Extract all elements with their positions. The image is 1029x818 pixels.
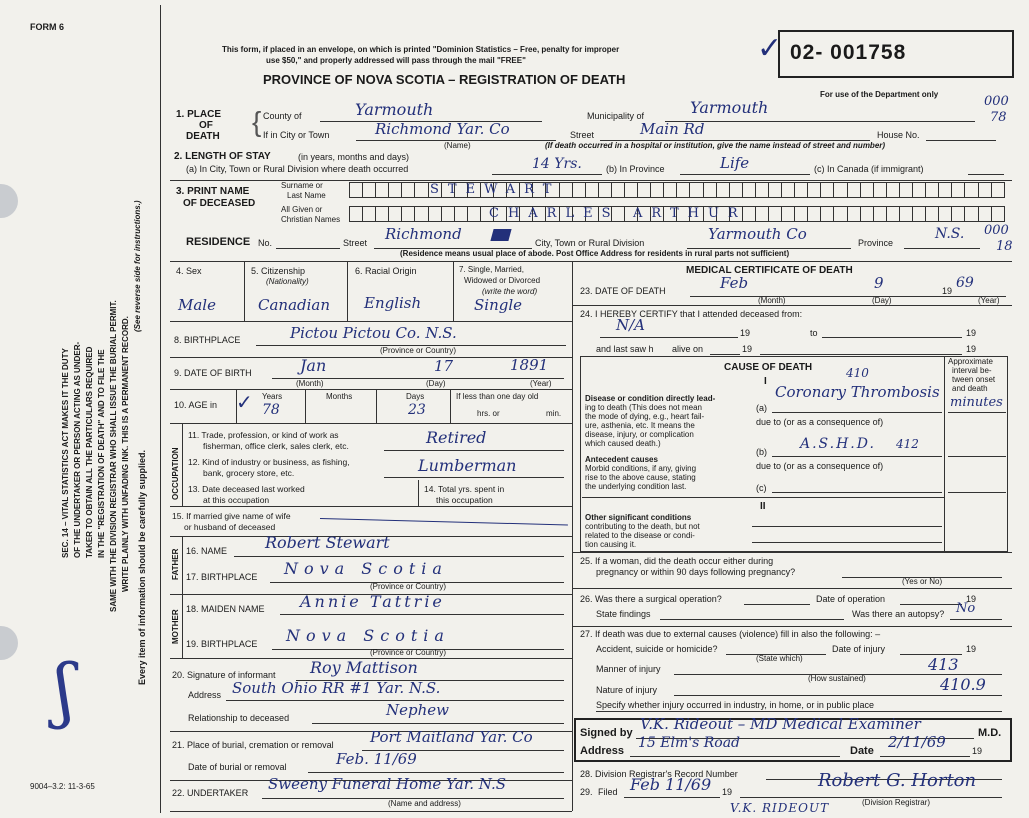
relationship-label: Relationship to deceased	[188, 713, 290, 723]
specify-label: Specify whether injury occurred in industry, in home, or in public place	[596, 700, 874, 710]
father-label: FATHER	[171, 548, 180, 580]
cause-i-text-6: which caused death.)	[585, 439, 661, 448]
sidebar-text-1: SEC. 14 – VITAL STATISTICS ACT MAKES IT THE DUTY	[61, 348, 70, 558]
age-months-label: Months	[326, 392, 353, 401]
city-value: Richmond Yar. Co	[375, 120, 510, 138]
certify-yr-a: 19	[740, 328, 751, 338]
house-number-line	[926, 140, 996, 141]
dept-code-4: 18	[996, 239, 1013, 254]
other-cond-line-2	[752, 542, 942, 543]
left-bottom-rule	[170, 811, 572, 812]
date-op-yr: 19	[966, 594, 977, 604]
death-month-hint: (Month)	[758, 296, 786, 305]
occupation-14-label-1: 14. Total yrs. spent in	[424, 484, 505, 494]
burial-date-value: Feb. 11/69	[336, 750, 417, 768]
nature-label: Nature of injury	[596, 685, 658, 695]
sidebar-text-5: SAME WITH THE DIVISION REGISTRAR WHO SHALL ISSUE THE BURIAL PERMIT.	[109, 300, 118, 612]
residence-province-value: N.S.	[935, 226, 965, 242]
citizenship-value: Canadian	[258, 296, 331, 314]
cause-b-line	[772, 456, 942, 457]
approx-4: and death	[952, 384, 988, 393]
informant-address-value: South Ohio RR #1 Yar. N.S.	[232, 679, 441, 697]
marital-value: Single	[474, 296, 523, 314]
cause-i-text-1: Disease or condition directly lead-	[585, 394, 716, 403]
age-check: ✓	[236, 390, 253, 414]
cause-part-ii: II	[760, 501, 766, 512]
cause-c-interval-line	[948, 492, 1006, 493]
date-op-line	[900, 604, 962, 605]
cause-a-label: (a)	[756, 403, 767, 413]
accident-hint: (State which)	[756, 654, 803, 663]
row-25-rule	[572, 588, 1012, 589]
residence-province-line	[904, 248, 980, 249]
alive-on-line-2	[760, 354, 962, 355]
occupation-11-line	[384, 450, 564, 451]
age-div-3	[376, 389, 377, 423]
burial-place-label: 21. Place of burial, cremation or removal	[172, 740, 334, 750]
filed-number: 29.	[580, 787, 593, 797]
sidebar-text-2: OF THE UNDERTAKER OR PERSON ACTING AS UNDER-	[73, 341, 82, 558]
marital-label-3: (write the word)	[482, 287, 538, 296]
stay-city-value: 14 Yrs.	[532, 156, 582, 172]
registrar-record-label: 28. Division Registrar's Record Number	[580, 769, 738, 779]
antecedent-4: the underlying condition last.	[585, 482, 687, 491]
antecedent-1: Antecedent causes	[585, 455, 658, 464]
signed-date-line	[880, 756, 970, 757]
mother-birthplace-value: Nova Scotia	[286, 626, 450, 645]
sidebar-text-3: TAKER TO OBTAIN ALL THE PARTICULARS REQUIRED	[85, 346, 94, 558]
filed-line	[624, 797, 720, 798]
date-injury-label: Date of injury	[832, 644, 886, 654]
binder-hole-bottom	[0, 626, 18, 660]
manner-label: Manner of injury	[596, 664, 661, 674]
occupation-12-label-2: bank, grocery store, etc.	[203, 468, 295, 478]
occupation-11-label-1: 11. Trade, profession, or kind of work as	[188, 430, 339, 440]
municipality-label: Municipality of	[587, 111, 645, 121]
dob-day-hint: (Day)	[426, 379, 446, 388]
occupation-13-label-2: at this occupation	[203, 495, 270, 505]
occupation-13-label-1: 13. Date deceased last worked	[188, 484, 305, 494]
other-cond-2: contributing to the death, but not	[585, 522, 700, 531]
row-23-rule	[572, 305, 1012, 306]
row-occupation-rule	[170, 506, 572, 507]
cause-ii-rule	[582, 497, 944, 498]
stay-canada-label: (c) In Canada (if immigrant)	[814, 164, 924, 174]
residence-street-label: Street	[343, 238, 368, 248]
age-div-4	[450, 389, 451, 423]
place-of-death-label-1: 1. PLACE	[176, 109, 222, 120]
house-number-label: House No.	[877, 130, 920, 140]
alive-yr-c: 19	[742, 344, 753, 354]
nature-line	[674, 695, 1002, 696]
print-name-label-1: 3. PRINT NAME	[176, 186, 250, 197]
municipality-value: Yarmouth	[690, 98, 769, 117]
cause-code-2: 412	[896, 437, 919, 451]
father-birthplace-hint: (Province or Country)	[370, 582, 447, 591]
dept-code-2: 78	[990, 110, 1007, 125]
occupation-12-label-1: 12. Kind of industry or business, as fishing,	[188, 457, 350, 467]
father-name-line	[234, 556, 564, 557]
form-title: PROVINCE OF NOVA SCOTIA – REGISTRATION OF DEATH	[263, 72, 626, 87]
row-26-rule	[572, 626, 1012, 627]
row-25-top	[572, 552, 1012, 553]
burial-date-label: Date of burial or removal	[188, 762, 287, 772]
registrar-signature: Robert G. Horton	[818, 770, 977, 791]
sex-label: 4. Sex	[176, 266, 202, 276]
surname-value: STEWART	[430, 182, 561, 197]
relationship-line	[312, 723, 564, 724]
form-print-code: 9004–3.2: 11-3-65	[30, 782, 95, 791]
signed-date-label: Date	[850, 745, 874, 757]
age-label: 10. AGE in	[174, 400, 218, 410]
stay-province-value: Life	[720, 154, 750, 172]
cause-b-interval-line	[948, 456, 1006, 457]
autopsy-label: Was there an autopsy?	[852, 609, 945, 619]
racial-origin-value: English	[364, 294, 422, 312]
approx-3: tween onset	[952, 375, 996, 384]
age-less-label: If less than one day old	[456, 392, 539, 401]
filed-label: Filed	[598, 787, 618, 797]
age-min-label: min.	[546, 409, 562, 418]
cause-a-interval: minutes	[950, 395, 1003, 410]
city-name-hint: (Name)	[444, 141, 471, 150]
street-label: Street	[570, 130, 595, 140]
sidebar-text-4: IN THE "REGISTRATION OF DEATH" AND TO FILE THE	[97, 349, 106, 558]
date-of-death-line	[690, 296, 1006, 297]
row-9-rule	[170, 389, 572, 390]
date-of-death-label: 23. DATE OF DEATH	[580, 286, 666, 296]
date-injury-yr: 19	[966, 644, 977, 654]
cause-due-1: due to (or as a consequence of)	[756, 417, 884, 427]
informant-address-label: Address	[188, 690, 222, 700]
autopsy-value: No	[956, 601, 976, 616]
antecedent-3: rise to the above cause, stating	[585, 473, 696, 482]
pregnancy-label-2: pregnancy or within 90 days following pregnancy?	[596, 567, 796, 577]
other-cond-3: related to the disease or condi-	[585, 531, 695, 540]
signed-address-value: 15 Elm's Road	[638, 735, 740, 751]
death-day-hint: (Day)	[872, 296, 892, 305]
dob-month: Jan	[300, 356, 327, 375]
age-days-value: 23	[408, 402, 426, 418]
col-div-1	[244, 261, 245, 321]
occupation-11-label-2: fisherman, office clerk, sales clerk, etc.	[203, 441, 349, 451]
findings-line	[660, 619, 844, 620]
birthplace-value: Pictou Pictou Co. N.S.	[290, 324, 457, 342]
occupation-11-value: Retired	[426, 428, 487, 447]
specify-line	[596, 711, 1002, 712]
md-label: M.D.	[978, 727, 1002, 739]
cause-a-line	[772, 412, 942, 413]
informant-label: 20. Signature of informant	[172, 670, 276, 680]
age-hrs-label: hrs. or	[477, 409, 500, 418]
medical-header: MEDICAL CERTIFICATE OF DEATH	[686, 265, 853, 276]
death-year-prefix: 19	[942, 286, 953, 296]
sidebar-text-7: (See reverse side for instructions.)	[133, 200, 142, 332]
last-saw-label: and last saw h	[596, 344, 654, 354]
certify-to-line	[822, 337, 962, 338]
cause-header: CAUSE OF DEATH	[724, 362, 813, 373]
father-birthplace-value: Nova Scotia	[284, 559, 448, 578]
main-grid-top	[170, 261, 1012, 262]
filed-value: Feb 11/69	[630, 775, 712, 794]
marital-label-1: 7. Single, Married,	[459, 265, 524, 274]
age-years-label: Years	[262, 392, 283, 401]
length-of-stay-sub: (in years, months and days)	[298, 152, 410, 162]
mother-birthplace-label: 19. BIRTHPLACE	[186, 639, 258, 649]
burial-date-line	[308, 772, 564, 773]
date-op-label: Date of operation	[816, 594, 886, 604]
autopsy-line	[950, 619, 1002, 620]
citizenship-label: 5. Citizenship	[251, 266, 306, 276]
dob-label: 9. DATE OF BIRTH	[174, 368, 252, 378]
occupation-label: OCCUPATION	[171, 447, 180, 500]
age-years-value: 78	[262, 402, 280, 418]
sidebar-text-8: Every item of information should be carefully supplied.	[137, 449, 147, 685]
death-year: 69	[956, 275, 974, 291]
sidebar-text-6: WRITE PLAINLY WITH UNFADING INK. THIS IS A PERMANENT RECORD.	[121, 316, 130, 592]
sidebar-ink-scribble: ʃ	[55, 649, 75, 731]
registration-number: 02- 001758	[790, 41, 907, 64]
residence-label: RESIDENCE	[186, 236, 251, 248]
findings-label: State findings	[596, 609, 651, 619]
approx-1: Approximate	[948, 357, 993, 366]
alive-yr-d: 19	[966, 344, 977, 354]
occupation-13-14-div	[418, 480, 419, 506]
row-4-7-baseline	[170, 321, 572, 322]
municipality-line	[665, 121, 975, 122]
stay-province-line	[680, 174, 810, 175]
department-use-label: For use of the Department only	[820, 90, 939, 99]
residence-street-value: Richmond	[385, 225, 462, 243]
alive-on-line	[710, 354, 740, 355]
dob-day: 17	[434, 357, 454, 375]
mother-maiden-line	[280, 614, 564, 615]
sex-value: Male	[178, 296, 216, 314]
mother-maiden-value: Annie Tattrie	[300, 592, 445, 611]
dept-code-1: 000	[984, 94, 1009, 109]
nature-code: 410.9	[940, 675, 986, 694]
stay-city-label: (a) In City, Town or Rural Division where death occurred	[186, 164, 409, 174]
street-value: Main Rd	[640, 120, 705, 138]
pregnancy-label-1: 25. If a woman, did the death occur either during	[580, 556, 774, 566]
death-day: 9	[874, 274, 884, 292]
form-number: FORM 6	[30, 22, 65, 32]
certify-to: to	[810, 328, 818, 338]
father-birthplace-label: 17. BIRTHPLACE	[186, 572, 258, 582]
county-value: Yarmouth	[355, 100, 434, 119]
surname-label-2: Last Name	[287, 191, 326, 200]
birthplace-hint: (Province or Country)	[380, 346, 457, 355]
mailing-notice-line-2: use $50," and properly addressed will pass through the mail "FREE"	[266, 56, 526, 65]
stay-canada-line	[968, 174, 1004, 175]
residence-note: (Residence means usual place of abode. Post Office Address for residents in rural parts not sufficient)	[400, 249, 790, 258]
signed-label: Signed by	[580, 727, 633, 739]
mailing-notice-line-1: This form, if placed in an envelope, on which is printed "Dominion Statistics – Free, penalty for improper	[222, 45, 620, 54]
spouse-label-2: or husband of deceased	[184, 522, 276, 532]
cause-a-value: Coronary Thrombosis	[775, 383, 940, 401]
signed-value: V.K. Rideout – MD Medical Examiner	[640, 715, 921, 733]
other-cond-line-1	[752, 526, 942, 527]
center-divider	[572, 261, 573, 811]
given-name-2: ARTHUR	[633, 206, 747, 221]
signed-date-yr: 19	[972, 746, 983, 756]
father-name-label: 16. NAME	[186, 546, 228, 556]
dept-code-3: 000	[984, 223, 1009, 238]
place-of-death-label-2: OF	[199, 120, 213, 131]
undertaker-label: 22. UNDERTAKER	[172, 788, 249, 798]
external-label: 27. If death was due to external causes (violence) fill in also the following: –	[580, 629, 881, 639]
age-div-2	[305, 389, 306, 423]
col-div-3	[453, 261, 454, 321]
cause-i-text-3: the mode of dying, e.g., heart fail-	[585, 412, 705, 421]
surname-label-1: Surname or	[281, 181, 323, 190]
given-name-1: CHARLES	[489, 206, 620, 221]
length-of-stay-label: 2. LENGTH OF STAY	[174, 151, 271, 162]
sidebar-divider	[160, 5, 161, 813]
surgery-line	[744, 604, 810, 605]
residence-city-label: City, Town or Rural Division	[535, 238, 645, 248]
print-name-label-2: OF DECEASED	[183, 198, 256, 209]
certify-label: 24. I HEREBY CERTIFY that I attended deceased from:	[580, 309, 803, 319]
mother-label: MOTHER	[171, 609, 180, 644]
stay-city-line	[492, 174, 602, 175]
certify-yr-b: 19	[966, 328, 977, 338]
city-label: If in City or Town	[263, 130, 330, 140]
certify-value: N/A	[616, 316, 646, 334]
col-div-2	[347, 261, 348, 321]
stay-province-label: (b) In Province	[606, 164, 665, 174]
approx-2: interval be-	[952, 366, 992, 375]
check-mark: ✓	[757, 31, 783, 66]
undertaker-hint: (Name and address)	[388, 799, 461, 808]
cause-i-text-4: ure, asthenia, etc. It means the	[585, 421, 695, 430]
occupation-12-line	[384, 477, 564, 478]
brace: {	[252, 106, 262, 137]
death-year-hint: (Year)	[978, 296, 1000, 305]
undertaker-value: Sweeny Funeral Home Yar. N.S	[268, 775, 506, 793]
registrar-hint: (Division Registrar)	[862, 798, 931, 807]
accident-label: Accident, suicide or homicide?	[596, 644, 718, 654]
given-names-label-1: All Given or	[281, 205, 323, 214]
cause-part-i: I	[764, 376, 767, 387]
residence-city-value: Yarmouth Co	[708, 225, 807, 243]
dob-year-hint: (Year)	[530, 379, 552, 388]
ink-blot	[490, 229, 511, 241]
alive-on-label: alive on	[672, 344, 704, 354]
spouse-line	[320, 518, 568, 525]
spouse-label-1: 15. If married give name of wife	[172, 511, 291, 521]
death-month: Feb	[720, 274, 749, 292]
antecedent-2: Morbid conditions, if any, giving	[585, 464, 697, 473]
marital-label-2: Widowed or Divorced	[464, 276, 541, 285]
residence-no-line	[276, 248, 340, 249]
occupation-12-value: Lumberman	[418, 456, 517, 475]
given-names-label-2: Christian Names	[281, 215, 341, 224]
filed-yr: 19	[722, 787, 733, 797]
row-10-rule	[170, 423, 572, 424]
examiner-printed-name: V.K. RIDEOUT	[730, 801, 830, 815]
burial-place-value: Port Maitland Yar. Co	[370, 728, 533, 746]
pregnancy-hint: (Yes or No)	[902, 577, 943, 586]
birthplace-label: 8. BIRTHPLACE	[174, 335, 241, 345]
binder-hole-top	[0, 184, 18, 218]
surgery-label: 26. Was there a surgical operation?	[580, 594, 722, 604]
cause-due-2: due to (or as a consequence of)	[756, 461, 884, 471]
manner-hint: (How sustained)	[808, 674, 866, 683]
other-cond-1: Other significant conditions	[585, 513, 692, 522]
residence-province-label: Province	[858, 238, 894, 248]
signed-date-value: 2/11/69	[888, 733, 946, 751]
other-cond-4: tion causing it.	[585, 540, 637, 549]
cause-interval-divider	[944, 356, 945, 552]
manner-code: 413	[928, 655, 959, 674]
cause-a-interval-line	[948, 412, 1006, 413]
cause-code-1: 410	[846, 366, 869, 380]
occupation-14-label-2: this occupation	[436, 495, 493, 505]
residence-no-label: No.	[258, 238, 273, 248]
county-label: County of	[263, 111, 302, 121]
cause-i-text-2: ing to death (This does not mean	[585, 403, 702, 412]
dob-year: 1891	[510, 356, 549, 374]
certify-from-line	[600, 337, 738, 338]
place-note: (If death occurred in a hospital or institution, give the name instead of street and number)	[545, 141, 886, 150]
citizenship-sub: (Nationality)	[266, 277, 309, 286]
cause-i-text-5: disease, injury, or complication	[585, 430, 694, 439]
father-name-value: Robert Stewart	[265, 533, 390, 552]
dob-month-hint: (Month)	[296, 379, 324, 388]
signed-address-label: Address	[580, 745, 625, 757]
mother-birthplace-hint: (Province or Country)	[370, 648, 447, 657]
relationship-value: Nephew	[386, 701, 449, 719]
signed-address-line	[630, 756, 840, 757]
cause-b-label: (b)	[756, 447, 767, 457]
cause-c-line	[772, 492, 942, 493]
informant-signature: Roy Mattison	[310, 658, 418, 677]
cause-c-label: (c)	[756, 483, 767, 493]
place-of-death-label-3: DEATH	[186, 131, 220, 142]
racial-origin-label: 6. Racial Origin	[355, 266, 417, 276]
age-days-label: Days	[406, 392, 425, 401]
cause-b-value: A.S.H.D.	[800, 436, 876, 452]
mother-maiden-label: 18. MAIDEN NAME	[186, 604, 265, 614]
